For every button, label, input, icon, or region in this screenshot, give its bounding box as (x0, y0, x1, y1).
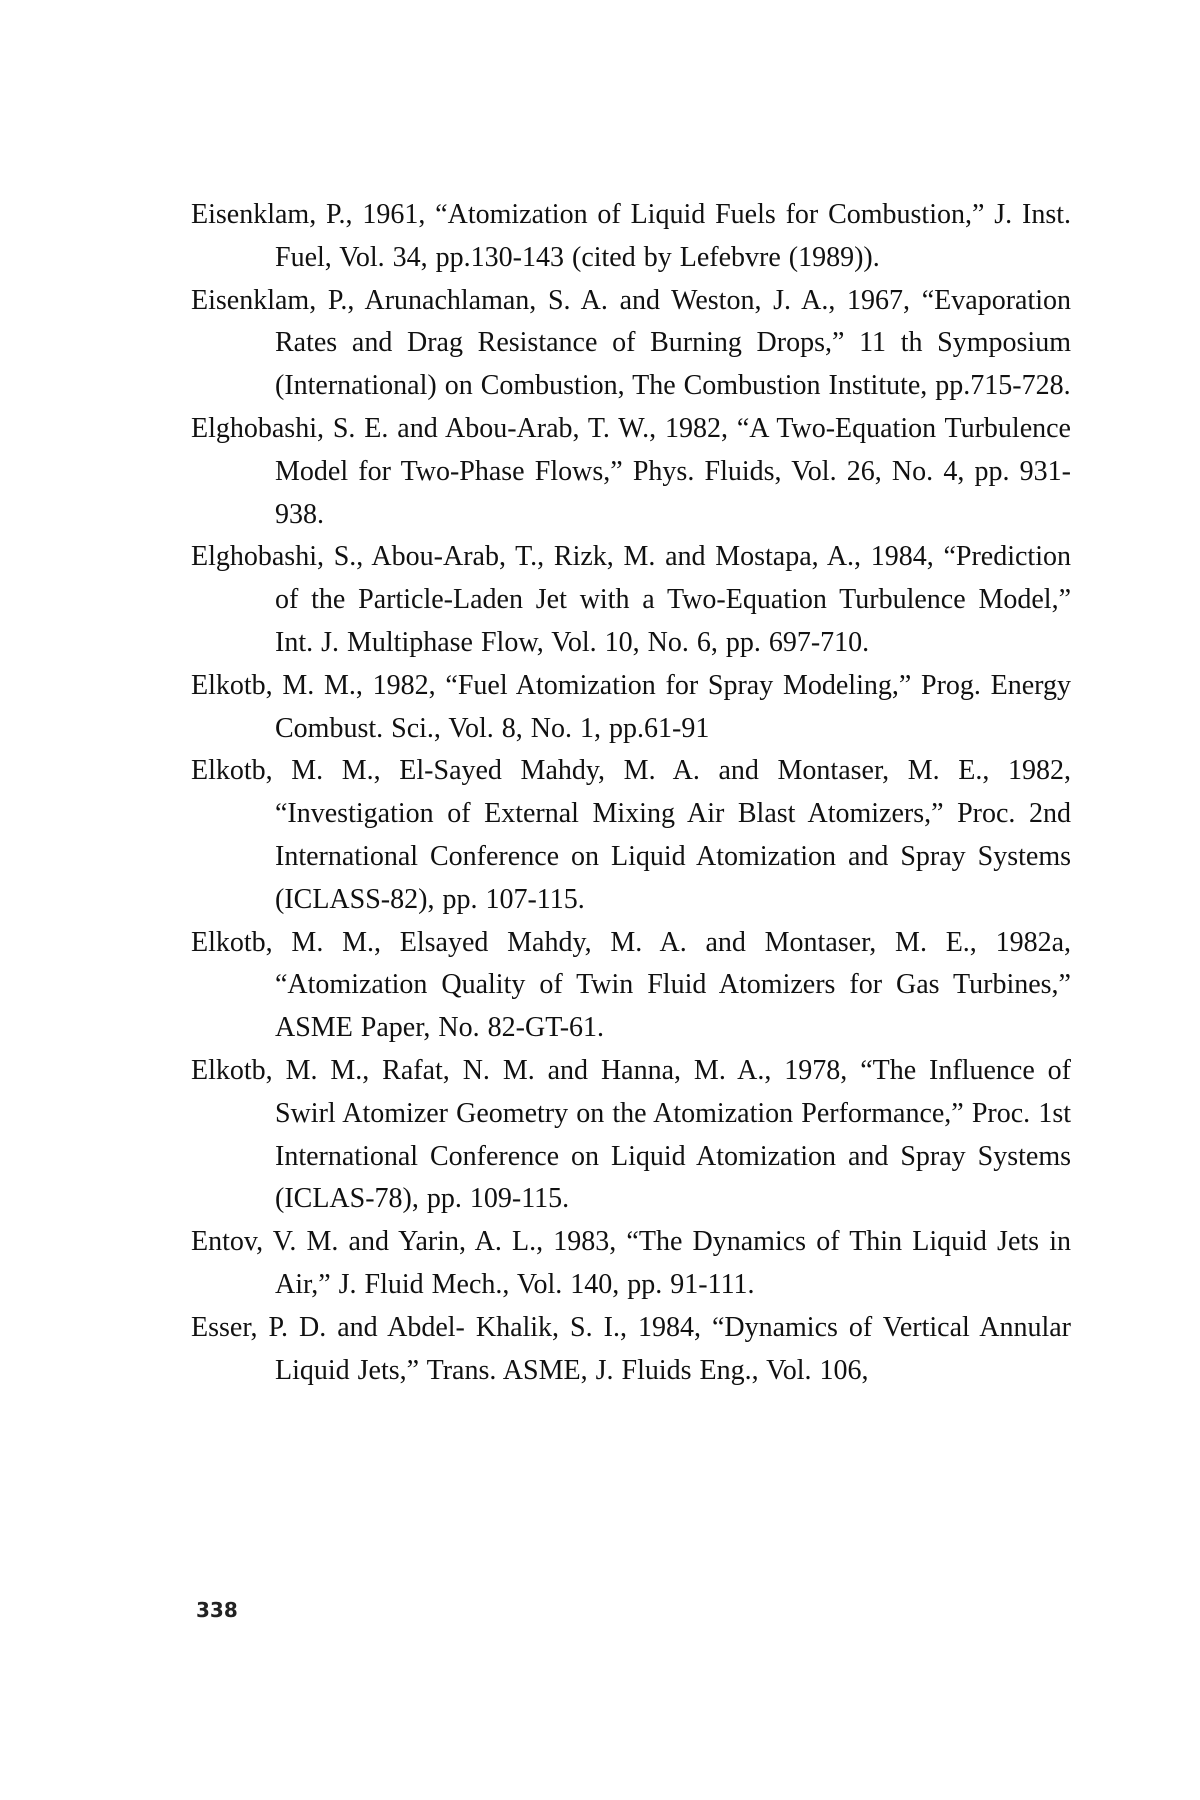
page-number: 338 (196, 1598, 238, 1622)
reference-text: Elghobashi, S. E. and Abou-Arab, T. W., 1982, “A Two-Equation Turbulence Model for Two-Phase Flows,” Phys. Fluids, Vol. 26, No. 4, pp. 931-938. (191, 412, 1071, 530)
reference-text: Elghobashi, S., Abou-Arab, T., Rizk, M. and Mostapa, A., 1984, “Prediction of the Particle-Laden Jet with a Two-Equation Turbulence Model,” Int. J. Multiphase Flow, Vol. 10, No. 6, pp. 697-710. (191, 541, 1071, 658)
reference-text: Entov, V. M. and Yarin, A. L., 1983, “The Dynamics of Thin Liquid Jets in Air,” J. Fluid Mech., Vol. 140, pp. 91-111. (191, 1226, 1071, 1300)
reference-entry (191, 1221, 1071, 1307)
reference-entry (191, 750, 1071, 921)
reference-text: Elkotb, M. M., El-Sayed Mahdy, M. A. and Montaser, M. E., 1982, “Investigation of External Mixing Air Blast Atomizers,” Proc. 2nd International Conference on Liquid Atomization and Spray Systems (ICLASS-82), pp. 107-115. (191, 755, 1071, 915)
reference-text: Eisenklam, P., Arunachlaman, S. A. and Weston, J. A., 1967, “Evaporation Rates and Drag Resistance of Burning Drops,” 11 th Symposium (International) on Combustion, The Combustion Institute, pp.715-728. (191, 284, 1071, 402)
reference-entry (191, 1050, 1071, 1221)
reference-entry (191, 536, 1071, 664)
reference-text: Elkotb, M. M., 1982, “Fuel Atomization for Spray Modeling,” Prog. Energy Combust. Sci., Vol. 8, No. 1, pp.61-91 (191, 669, 1071, 744)
reference-entry (191, 280, 1071, 408)
reference-list (191, 194, 1071, 1392)
reference-text: Eisenklam, P., 1961, “Atomization of Liquid Fuels for Combustion,” J. Inst. Fuel, Vol. 34, pp.130-143 (cited by Lefebvre (1989)). (191, 199, 1071, 273)
reference-text: Esser, P. D. and Abdel- Khalik, S. I., 1984, “Dynamics of Vertical Annular Liquid Jets,” Trans. ASME, J. Fluids Eng., Vol. 106, (191, 1311, 1071, 1386)
reference-entry (191, 1307, 1071, 1393)
reference-entry (191, 665, 1071, 751)
reference-text: Elkotb, M. M., Elsayed Mahdy, M. A. and Montaser, M. E., 1982a, “Atomization Quality of Twin Fluid Atomizers for Gas Turbines,” ASME Paper, No. 82-GT-61. (191, 926, 1071, 1044)
reference-entry (191, 408, 1071, 536)
reference-text: Elkotb, M. M., Rafat, N. M. and Hanna, M. A., 1978, “The Influence of Swirl Atomizer Geometry on the Atomization Performance,” Proc. 1st International Conference on Liquid Atomization and Spray Systems (ICLAS-78), pp. 109-115. (191, 1054, 1071, 1215)
reference-entry (191, 194, 1071, 280)
reference-entry (191, 922, 1071, 1050)
